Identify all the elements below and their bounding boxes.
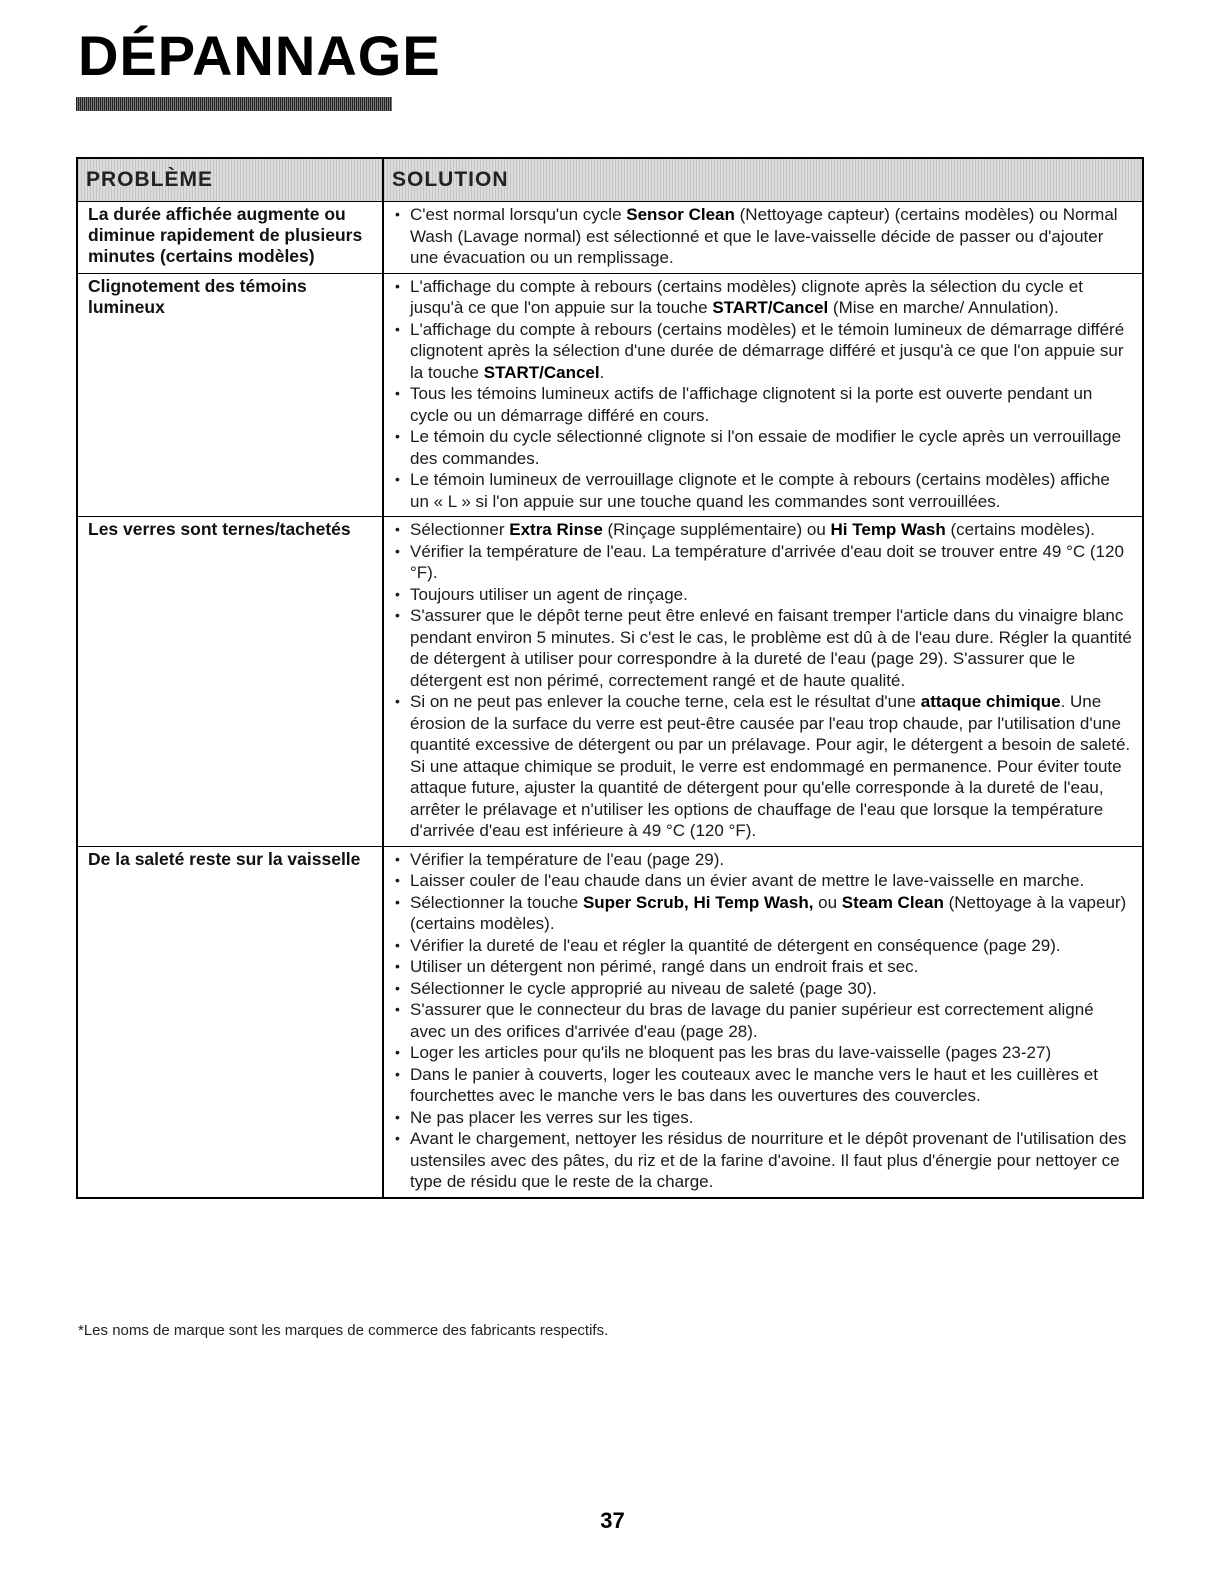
solution-text: C'est normal lorsqu'un cycle — [410, 205, 627, 224]
page-number: 37 — [600, 1508, 625, 1533]
solution-text: Vérifier la dureté de l'eau et régler la quantité de détergent en conséquence (page 29). — [410, 935, 1061, 955]
solution-text: Avant le chargement, nettoyer les résidus de nourriture et le dépôt provenant de l'utilisation des ustensiles avec des pâtes, du riz et de la farine d'avoine. Il faut plus d'énergie pour nettoyer ce type de résidu que le reste de la charge. — [410, 1129, 1127, 1191]
solution-text: Si on ne peut pas enlever la couche terne, cela est le résultat d'une — [410, 692, 921, 711]
solution-item — [392, 276, 1132, 319]
footnote: *Les noms de marque sont les marques de commerce des fabricants respectifs. — [78, 1322, 609, 1339]
solution-bold-term: Sensor Clean — [626, 205, 735, 224]
solution-list — [392, 849, 1132, 1193]
solution-text: (Rinçage supplémentaire) ou — [602, 520, 831, 539]
troubleshooting-table — [76, 157, 1144, 1199]
header-problem: PROBLÈME — [78, 159, 384, 201]
solution-bold-term: START/Cancel — [483, 362, 600, 382]
solution-item — [392, 605, 1132, 691]
solution-item — [392, 1107, 1132, 1129]
table-row — [78, 516, 1142, 846]
solution-text: Sélectionner la touche — [410, 892, 583, 912]
solution-item — [392, 584, 1132, 606]
solution-bold-term: Hi Temp Wash — [830, 520, 946, 539]
table-body — [78, 202, 1142, 1197]
solution-text: ou — [813, 892, 842, 912]
solution-text: (certains modèles). — [945, 520, 1096, 539]
solution-item — [392, 204, 1132, 269]
solution-text: . Une érosion de la surface du verre est peut-être causée par l'eau trop chaude, par l'utilisation d'une quantité excessive de détergent ou par un prélavage. Pour agir, le détergent a besoin de saleté. Si une attaque chimique se produit, le verre est endommagé en permanence. Pour éviter toute attaque future, ajuster la quantité de détergent pour qu'elle corresponde à la dureté de l'eau, arrêter le prélavage et n'utiliser les options de chauffage de l'eau que lorsque la température d'arrivée d'eau est inférieure à 49 °C (120 °F). — [410, 692, 1131, 840]
solution-cell — [384, 202, 1142, 273]
solution-text: Le témoin lumineux de verrouillage clignote et le compte à rebours (certains modèles) affiche un « L » si l'on appuie sur une touche quand les commandes sont verrouillées. — [410, 470, 1110, 511]
solution-item — [392, 935, 1132, 957]
solution-item — [392, 956, 1132, 978]
solution-item — [392, 978, 1132, 1000]
solution-list — [392, 519, 1132, 842]
solution-text: Le témoin du cycle sélectionné clignote si l'on essaie de modifier le cycle après un verrouillage des commandes. — [410, 427, 1122, 468]
solution-cell — [384, 274, 1142, 517]
solution-bold-term: START/Cancel — [712, 298, 829, 317]
solution-bold-term: Extra Rinse — [509, 520, 603, 539]
solution-item — [392, 1064, 1132, 1107]
solution-text: Loger les articles pour qu'ils ne bloquent pas les bras du lave-vaisselle (pages 23-27) — [410, 1043, 1052, 1062]
solution-bold-term: attaque chimique — [920, 692, 1061, 711]
problem-cell: La durée affichée augmente ou diminue rapidement de plusieurs minutes (certains modèles) — [78, 202, 384, 273]
solution-bold-term: Super Scrub, Hi Temp Wash, — [582, 892, 814, 912]
solution-item — [392, 1042, 1132, 1064]
solution-text: L'affichage du compte à rebours (certains modèles) clignote après la sélection du cycle et jusqu'à ce que l'on appuie sur la touche — [410, 276, 1083, 317]
solution-item — [392, 691, 1132, 842]
solution-item — [392, 1128, 1132, 1193]
solution-item — [392, 519, 1132, 541]
solution-text: S'assurer que le dépôt terne peut être enlevé en faisant tremper l'article dans du vinaigre blanc pendant environ 5 minutes. Si c'est le cas, le problème est dû à de l'eau dure. Régler la quantité de détergent à utiliser pour correspondre à la dureté de l'eau (page 29). S'assurer que le détergent est non périmé, correctement rangé et de haute qualité. — [410, 606, 1132, 690]
solution-text: Laisser couler de l'eau chaude dans un évier avant de mettre le lave-vaisselle en marche. — [410, 871, 1085, 890]
solution-text: S'assurer que le connecteur du bras de lavage du panier supérieur est correctement aligné avec un des orifices d'arrivée d'eau (page 28). — [410, 1000, 1094, 1041]
table-row — [78, 846, 1142, 1197]
problem-cell: De la saleté reste sur la vaisselle — [78, 847, 384, 1197]
header-solution: SOLUTION — [384, 159, 1142, 201]
solution-text: (Nettoyage à la vapeur) (certains modèles). — [410, 892, 1127, 933]
solution-text: Vérifier la température de l'eau. La température d'arrivée d'eau doit se trouver entre 49 °C (120 °F). — [410, 541, 1124, 582]
solution-bold-term: Steam Clean — [841, 892, 944, 912]
solution-list — [392, 204, 1132, 269]
solution-item — [392, 541, 1132, 584]
solution-text: . — [599, 362, 605, 382]
solution-item — [392, 892, 1132, 935]
solution-item — [392, 870, 1132, 892]
solution-text: Dans le panier à couverts, loger les couteaux avec le manche vers le haut et les cuillères et fourchettes avec le manche vers le bas dans les ouvertures des couvercles. — [410, 1064, 1098, 1105]
solution-text: Sélectionner le cycle approprié au niveau de saleté (page 30). — [410, 978, 877, 998]
solution-item — [392, 426, 1132, 469]
table-row — [78, 202, 1142, 273]
solution-text: Vérifier la température de l'eau (page 29). — [410, 849, 725, 869]
title-underline-bar — [76, 97, 392, 111]
solution-text: Utiliser un détergent non périmé, rangé dans un endroit frais et sec. — [410, 957, 919, 976]
solution-cell — [384, 847, 1142, 1197]
solution-text: Sélectionner — [410, 520, 510, 539]
solution-text: (Nettoyage capteur) (certains modèles) ou Normal Wash (Lavage normal) est sélectionné et que le lave-vaisselle décide de passer ou d'ajouter une évacuation ou un remplissage. — [410, 205, 1118, 267]
solution-item — [392, 469, 1132, 512]
solution-text: L'affichage du compte à rebours (certains modèles) et le témoin lumineux de démarrage différé clignotent après la sélection d'une durée de démarrage différé et jusqu'à ce que l'on appuie sur la touche — [410, 319, 1125, 382]
solution-text: Ne pas placer les verres sur les tiges. — [410, 1107, 694, 1127]
page-title: DÉPANNAGE — [78, 24, 441, 87]
problem-cell: Les verres sont ternes/tachetés — [78, 517, 384, 846]
table-row — [78, 273, 1142, 517]
solution-item — [392, 849, 1132, 871]
table-header — [78, 159, 1142, 202]
solution-item — [392, 999, 1132, 1042]
solution-text: Tous les témoins lumineux actifs de l'affichage clignotent si la porte est ouverte pendant un cycle ou un démarrage différé en cours. — [410, 384, 1093, 425]
solution-item — [392, 383, 1132, 426]
problem-cell: Clignotement des témoins lumineux — [78, 274, 384, 517]
solution-text: (Mise en marche/ Annulation). — [828, 298, 1059, 317]
solution-item — [392, 319, 1132, 384]
solution-cell — [384, 517, 1142, 846]
solution-list — [392, 276, 1132, 513]
solution-text: Toujours utiliser un agent de rinçage. — [410, 584, 688, 604]
